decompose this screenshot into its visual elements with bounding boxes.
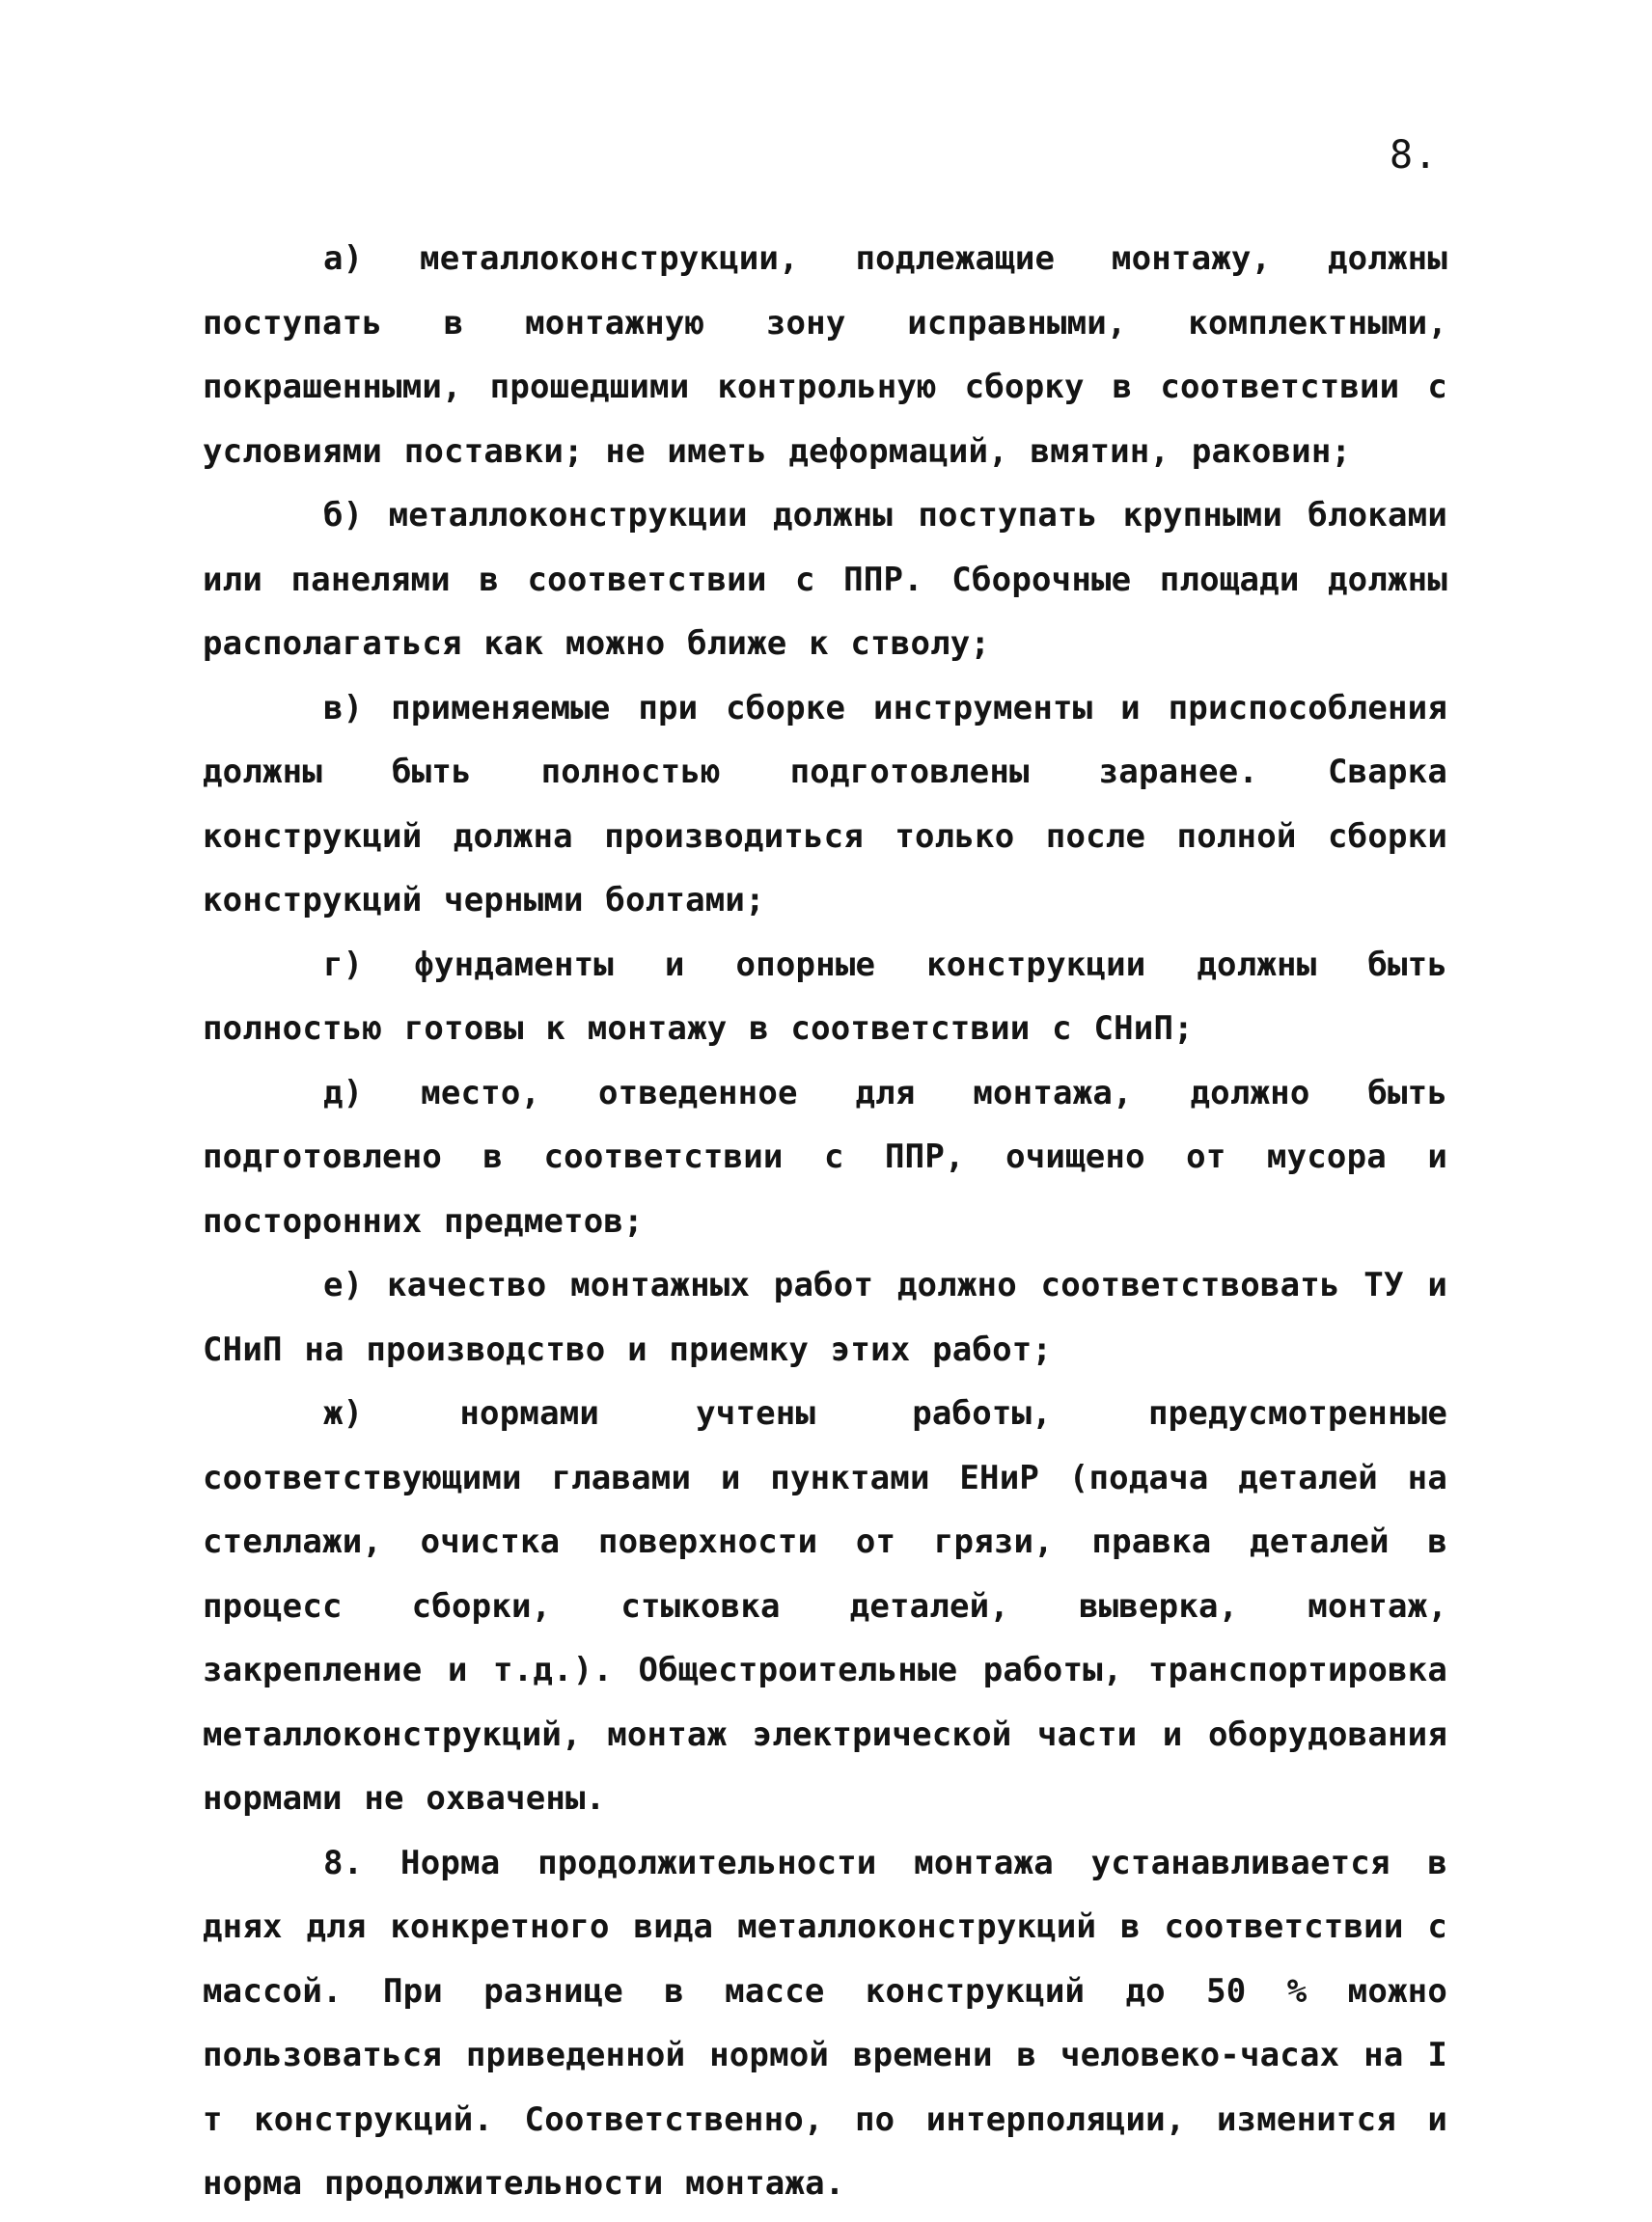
- paragraph-zh-covered-works: ж) нормами учтены работы, предусмотренные соответствующими главами и пунктами ЕНиР (подача деталей на стеллажи, очистка поверхности от грязи, правка деталей в процесс сборки, стыковка деталей, выверка, монтаж, закрепление и т.д.). Общестроительные работы, транспортировка металлоконструкций, монтаж электрической части и оборудования нормами не охвачены.: [203, 1394, 1447, 1818]
- paragraph-b-large-blocks: б) металлоконструкции должны поступать крупными блоками или панелями в соответствии с ППР. Сборочные площади должны располагаться как можно ближе к стволу;: [203, 496, 1447, 663]
- paragraph-8-duration-norm: 8. Норма продолжительности монтажа устанавливается в днях для конкретного вида металлоконструкций в соответствии с массой. При разнице в массе конструкций до 50 % можно пользоваться приведенной нормой времени в человеко-часах на I т конструкций. Соответственно, по интерполяции, изменится и норма продолжительности монтажа.: [203, 1843, 1447, 2203]
- page-number: 8.: [1390, 133, 1439, 178]
- paragraph-v-tools-welding: в) применяемые при сборке инструменты и приспособления должны быть полностью подготовлены заранее. Сварка конструкций должна производиться только после полной сборки конструкций черными болтами;: [203, 688, 1447, 919]
- paragraph-e-quality: е) качество монтажных работ должно соответствовать ТУ и СНиП на производство и приемку этих работ;: [203, 1266, 1447, 1369]
- paragraph-g-foundations: г) фундаменты и опорные конструкции должны быть полностью готовы к монтажу в соответствии с СНиП;: [203, 945, 1447, 1048]
- document-body: [203, 227, 1447, 2216]
- paragraph-a-delivery-condition: а) металлоконструкции, подлежащие монтажу, должны поступать в монтажную зону исправными, комплектными, покрашенными, прошедшими контрольную сборку в соответствии с условиями поставки; не иметь деформаций, вмятин, раковин;: [203, 239, 1447, 471]
- paragraph-d-mounting-site: д) место, отведенное для монтажа, должно быть подготовлено в соответствии с ППР, очищено от мусора и посторонних предметов;: [203, 1073, 1447, 1241]
